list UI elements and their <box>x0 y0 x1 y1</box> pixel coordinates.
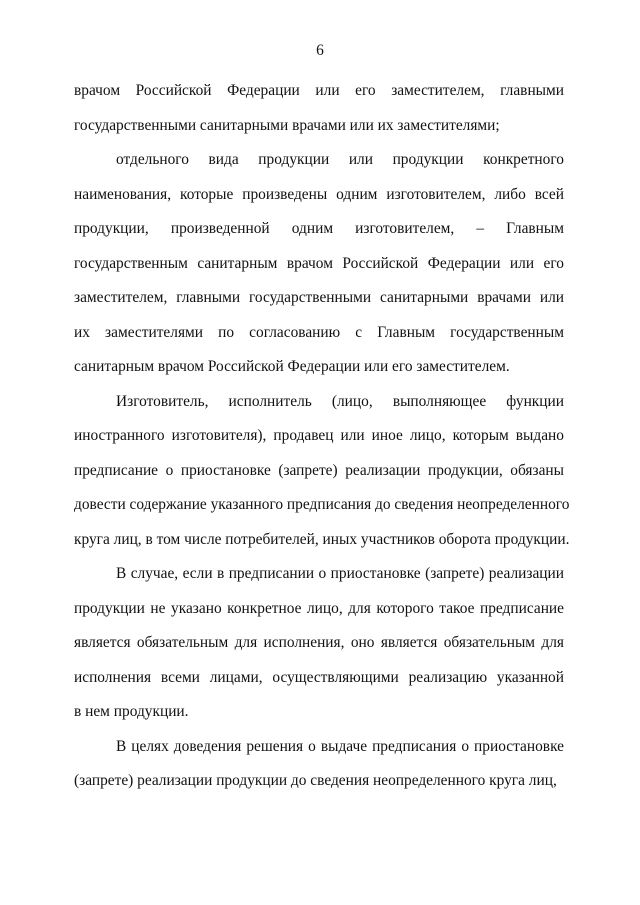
text-line: довести содержание указанного предписания до сведения неопределенного <box>74 496 570 513</box>
text-line: в нем продукции. <box>74 703 189 720</box>
text-line: В целях доведения решения о выдаче предписания о приостановке <box>116 737 564 755</box>
text-line: наименования, которые произведены одним изготовителем, либо всей <box>74 185 564 203</box>
text-line: предписание о приостановке (запрете) реализации продукции, обязаны <box>74 461 564 479</box>
paragraph <box>74 730 564 799</box>
text-line: заместителем, главными государственными санитарными врачами или <box>74 289 564 306</box>
text-line: государственными санитарными врачами или их заместителями; <box>74 116 500 134</box>
paragraph <box>74 385 570 558</box>
text-line: санитарным врачом Российской Федерации или его заместителем. <box>74 358 510 375</box>
text-line: продукции, произведенной одним изготовителем, – Главным <box>74 220 564 237</box>
text-line: иностранного изготовителя), продавец или иное лицо, которым выдано <box>74 427 564 444</box>
text-line: В случае, если в предписании о приостановке (запрете) реализации <box>116 565 564 582</box>
document-body <box>74 74 570 799</box>
text-line: отдельного вида продукции или продукции конкретного <box>116 151 564 168</box>
text-line: Изготовитель, исполнитель (лицо, выполняющее функции <box>116 392 564 410</box>
text-line: продукции не указано конкретное лицо, для которого такое предписание <box>74 599 564 617</box>
paragraph <box>74 557 564 730</box>
text-line: исполнения всеми лицами, осуществляющими реализацию указанной <box>74 668 564 686</box>
page-number: 6 <box>316 42 324 59</box>
text-line: врачом Российской Федерации или его заместителем, главными <box>74 82 564 99</box>
text-line: круга лиц, в том числе потребителей, иных участников оборота продукции. <box>74 530 570 548</box>
paragraph <box>74 143 564 385</box>
text-line: государственным санитарным врачом Российской Федерации или его <box>74 254 564 272</box>
text-line: является обязательным для исполнения, оно является обязательным для <box>74 634 564 651</box>
paragraph <box>74 74 564 143</box>
text-line: их заместителями по согласованию с Главным государственным <box>74 323 564 341</box>
text-line: (запрете) реализации продукции до сведения неопределенного круга лиц, <box>74 772 557 789</box>
